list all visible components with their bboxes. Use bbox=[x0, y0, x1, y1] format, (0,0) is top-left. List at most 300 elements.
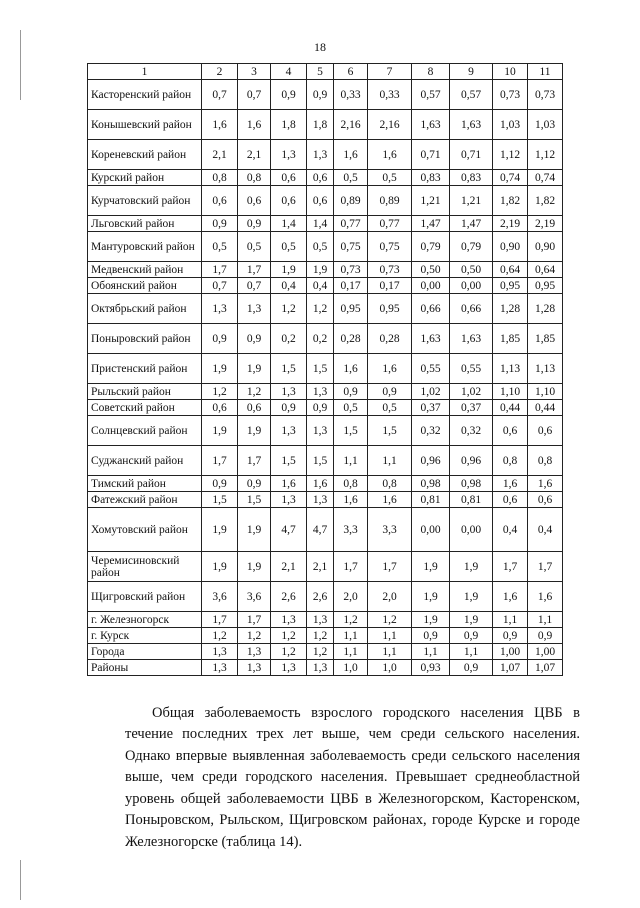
value-cell: 2,0 bbox=[334, 582, 368, 612]
value-cell: 4,7 bbox=[307, 508, 334, 552]
district-name-cell: Мантуровский район bbox=[88, 232, 202, 262]
value-cell: 0,95 bbox=[368, 294, 412, 324]
value-cell: 1,1 bbox=[450, 644, 493, 660]
value-cell: 1,9 bbox=[412, 552, 450, 582]
district-name-cell: Обоянский район bbox=[88, 278, 202, 294]
value-cell: 3,6 bbox=[202, 582, 238, 612]
value-cell: 0,50 bbox=[450, 262, 493, 278]
value-cell: 1,63 bbox=[450, 110, 493, 140]
value-cell: 0,8 bbox=[493, 446, 528, 476]
value-cell: 1,82 bbox=[528, 186, 563, 216]
value-cell: 0,8 bbox=[202, 170, 238, 186]
table-row bbox=[88, 216, 563, 232]
value-cell: 1,63 bbox=[450, 324, 493, 354]
value-cell: 0,73 bbox=[368, 262, 412, 278]
table-row bbox=[88, 232, 563, 262]
value-cell: 1,9 bbox=[202, 416, 238, 446]
value-cell: 1,03 bbox=[528, 110, 563, 140]
value-cell: 0,4 bbox=[493, 508, 528, 552]
value-cell: 1,9 bbox=[238, 552, 271, 582]
value-cell: 0,95 bbox=[334, 294, 368, 324]
value-cell: 0,79 bbox=[412, 232, 450, 262]
value-cell: 0,8 bbox=[528, 446, 563, 476]
value-cell: 0,9 bbox=[202, 476, 238, 492]
value-cell: 1,2 bbox=[202, 384, 238, 400]
value-cell: 0,74 bbox=[528, 170, 563, 186]
value-cell: 1,7 bbox=[528, 552, 563, 582]
district-name-cell: г. Железногорск bbox=[88, 612, 202, 628]
value-cell: 1,3 bbox=[307, 492, 334, 508]
value-cell: 1,0 bbox=[334, 660, 368, 676]
value-cell: 0,77 bbox=[368, 216, 412, 232]
table-row bbox=[88, 492, 563, 508]
value-cell: 1,3 bbox=[238, 644, 271, 660]
value-cell: 0,79 bbox=[450, 232, 493, 262]
value-cell: 0,6 bbox=[493, 416, 528, 446]
district-name-cell: Поныровский район bbox=[88, 324, 202, 354]
summary-paragraph bbox=[125, 703, 580, 854]
value-cell: 1,3 bbox=[271, 384, 307, 400]
value-cell: 1,9 bbox=[412, 612, 450, 628]
value-cell: 1,2 bbox=[271, 628, 307, 644]
value-cell: 1,2 bbox=[368, 612, 412, 628]
value-cell: 2,16 bbox=[334, 110, 368, 140]
value-cell: 0,50 bbox=[412, 262, 450, 278]
value-cell: 2,6 bbox=[271, 582, 307, 612]
value-cell: 1,0 bbox=[368, 660, 412, 676]
value-cell: 1,6 bbox=[238, 110, 271, 140]
value-cell: 1,4 bbox=[307, 216, 334, 232]
table-row bbox=[88, 354, 563, 384]
value-cell: 0,4 bbox=[528, 508, 563, 552]
value-cell: 1,1 bbox=[412, 644, 450, 660]
value-cell: 0,55 bbox=[412, 354, 450, 384]
value-cell: 1,7 bbox=[238, 446, 271, 476]
value-cell: 1,3 bbox=[307, 612, 334, 628]
value-cell: 1,7 bbox=[238, 612, 271, 628]
value-cell: 1,13 bbox=[493, 354, 528, 384]
value-cell: 0,66 bbox=[412, 294, 450, 324]
value-cell: 1,9 bbox=[412, 582, 450, 612]
value-cell: 1,21 bbox=[450, 186, 493, 216]
value-cell: 0,75 bbox=[334, 232, 368, 262]
value-cell: 0,64 bbox=[528, 262, 563, 278]
value-cell: 0,93 bbox=[412, 660, 450, 676]
value-cell: 1,47 bbox=[450, 216, 493, 232]
value-cell: 1,9 bbox=[238, 416, 271, 446]
table-row bbox=[88, 582, 563, 612]
value-cell: 0,9 bbox=[307, 400, 334, 416]
value-cell: 1,8 bbox=[307, 110, 334, 140]
value-cell: 1,00 bbox=[528, 644, 563, 660]
value-cell: 1,07 bbox=[528, 660, 563, 676]
district-name-cell: Черемисиновский район bbox=[88, 552, 202, 582]
value-cell: 0,7 bbox=[202, 278, 238, 294]
value-cell: 0,89 bbox=[368, 186, 412, 216]
district-name-cell: Конышевский район bbox=[88, 110, 202, 140]
value-cell: 0,5 bbox=[307, 232, 334, 262]
district-name-cell: Рыльский район bbox=[88, 384, 202, 400]
district-name-cell: Районы bbox=[88, 660, 202, 676]
value-cell: 2,1 bbox=[307, 552, 334, 582]
district-name-cell: Пристенский район bbox=[88, 354, 202, 384]
value-cell: 0,6 bbox=[528, 492, 563, 508]
value-cell: 0,9 bbox=[271, 80, 307, 110]
value-cell: 1,3 bbox=[202, 294, 238, 324]
value-cell: 0,9 bbox=[334, 384, 368, 400]
value-cell: 0,96 bbox=[450, 446, 493, 476]
value-cell: 0,73 bbox=[493, 80, 528, 110]
value-cell: 0,74 bbox=[493, 170, 528, 186]
value-cell: 1,3 bbox=[271, 140, 307, 170]
value-cell: 0,75 bbox=[368, 232, 412, 262]
district-name-cell: Курчатовский район bbox=[88, 186, 202, 216]
column-header: 10 bbox=[493, 64, 528, 80]
value-cell: 1,6 bbox=[368, 354, 412, 384]
value-cell: 0,98 bbox=[412, 476, 450, 492]
page-number: 18 bbox=[314, 40, 326, 54]
table-row bbox=[88, 170, 563, 186]
value-cell: 1,2 bbox=[238, 384, 271, 400]
value-cell: 1,3 bbox=[238, 294, 271, 324]
value-cell: 1,5 bbox=[334, 416, 368, 446]
district-name-cell: Кореневский район bbox=[88, 140, 202, 170]
value-cell: 1,8 bbox=[271, 110, 307, 140]
value-cell: 1,7 bbox=[202, 612, 238, 628]
value-cell: 0,81 bbox=[412, 492, 450, 508]
value-cell: 0,5 bbox=[271, 232, 307, 262]
table-row bbox=[88, 294, 563, 324]
value-cell: 1,85 bbox=[493, 324, 528, 354]
value-cell: 1,2 bbox=[307, 628, 334, 644]
table-row bbox=[88, 552, 563, 582]
table-row bbox=[88, 476, 563, 492]
value-cell: 0,32 bbox=[450, 416, 493, 446]
value-cell: 0,6 bbox=[202, 186, 238, 216]
value-cell: 1,5 bbox=[368, 416, 412, 446]
value-cell: 1,6 bbox=[528, 476, 563, 492]
value-cell: 1,7 bbox=[202, 446, 238, 476]
value-cell: 0,32 bbox=[412, 416, 450, 446]
value-cell: 0,89 bbox=[334, 186, 368, 216]
value-cell: 1,9 bbox=[202, 552, 238, 582]
district-name-cell: Суджанский район bbox=[88, 446, 202, 476]
value-cell: 0,96 bbox=[412, 446, 450, 476]
value-cell: 1,02 bbox=[412, 384, 450, 400]
value-cell: 1,13 bbox=[528, 354, 563, 384]
value-cell: 1,6 bbox=[334, 140, 368, 170]
value-cell: 0,83 bbox=[450, 170, 493, 186]
value-cell: 1,02 bbox=[450, 384, 493, 400]
district-name-cell: Хомутовский район bbox=[88, 508, 202, 552]
value-cell: 1,1 bbox=[368, 644, 412, 660]
value-cell: 0,6 bbox=[238, 400, 271, 416]
table-row bbox=[88, 80, 563, 110]
value-cell: 0,90 bbox=[528, 232, 563, 262]
table-row bbox=[88, 508, 563, 552]
value-cell: 1,3 bbox=[271, 660, 307, 676]
value-cell: 1,07 bbox=[493, 660, 528, 676]
value-cell: 1,9 bbox=[238, 508, 271, 552]
district-name-cell: Фатежский район bbox=[88, 492, 202, 508]
value-cell: 1,47 bbox=[412, 216, 450, 232]
value-cell: 2,19 bbox=[493, 216, 528, 232]
table-row bbox=[88, 110, 563, 140]
value-cell: 1,9 bbox=[202, 354, 238, 384]
value-cell: 1,6 bbox=[493, 582, 528, 612]
value-cell: 0,9 bbox=[307, 80, 334, 110]
value-cell: 1,2 bbox=[334, 612, 368, 628]
value-cell: 1,3 bbox=[202, 644, 238, 660]
value-cell: 1,12 bbox=[493, 140, 528, 170]
value-cell: 0,6 bbox=[493, 492, 528, 508]
scan-edge-mark bbox=[20, 30, 21, 100]
scan-edge-mark bbox=[20, 860, 21, 900]
value-cell: 0,9 bbox=[202, 216, 238, 232]
value-cell: 1,9 bbox=[202, 508, 238, 552]
value-cell: 0,6 bbox=[238, 186, 271, 216]
value-cell: 0,44 bbox=[528, 400, 563, 416]
value-cell: 0,7 bbox=[238, 80, 271, 110]
value-cell: 0,33 bbox=[368, 80, 412, 110]
value-cell: 0,66 bbox=[450, 294, 493, 324]
value-cell: 1,9 bbox=[307, 262, 334, 278]
value-cell: 0,81 bbox=[450, 492, 493, 508]
value-cell: 0,37 bbox=[450, 400, 493, 416]
value-cell: 1,4 bbox=[271, 216, 307, 232]
district-name-cell: г. Курск bbox=[88, 628, 202, 644]
value-cell: 0,8 bbox=[368, 476, 412, 492]
table-row bbox=[88, 278, 563, 294]
value-cell: 1,5 bbox=[271, 354, 307, 384]
value-cell: 2,0 bbox=[368, 582, 412, 612]
value-cell: 1,9 bbox=[450, 552, 493, 582]
value-cell: 0,9 bbox=[238, 324, 271, 354]
value-cell: 1,9 bbox=[271, 262, 307, 278]
district-name-cell: Касторенский район bbox=[88, 80, 202, 110]
value-cell: 1,2 bbox=[307, 294, 334, 324]
value-cell: 0,5 bbox=[334, 170, 368, 186]
column-header: 9 bbox=[450, 64, 493, 80]
value-cell: 1,7 bbox=[202, 262, 238, 278]
value-cell: 1,5 bbox=[202, 492, 238, 508]
value-cell: 1,2 bbox=[271, 644, 307, 660]
value-cell: 0,2 bbox=[307, 324, 334, 354]
value-cell: 0,6 bbox=[528, 416, 563, 446]
value-cell: 1,3 bbox=[202, 660, 238, 676]
incidence-table bbox=[87, 63, 563, 676]
value-cell: 1,1 bbox=[334, 628, 368, 644]
value-cell: 1,28 bbox=[493, 294, 528, 324]
value-cell: 1,12 bbox=[528, 140, 563, 170]
value-cell: 1,6 bbox=[368, 140, 412, 170]
value-cell: 3,6 bbox=[238, 582, 271, 612]
value-cell: 1,5 bbox=[271, 446, 307, 476]
table-row bbox=[88, 262, 563, 278]
value-cell: 0,98 bbox=[450, 476, 493, 492]
table-row bbox=[88, 324, 563, 354]
value-cell: 0,5 bbox=[238, 232, 271, 262]
value-cell: 0,6 bbox=[307, 186, 334, 216]
value-cell: 0,8 bbox=[334, 476, 368, 492]
table-row bbox=[88, 612, 563, 628]
value-cell: 0,57 bbox=[412, 80, 450, 110]
value-cell: 1,6 bbox=[271, 476, 307, 492]
value-cell: 1,3 bbox=[271, 492, 307, 508]
value-cell: 1,5 bbox=[307, 354, 334, 384]
value-cell: 0,77 bbox=[334, 216, 368, 232]
value-cell: 1,9 bbox=[450, 612, 493, 628]
value-cell: 0,28 bbox=[334, 324, 368, 354]
value-cell: 1,6 bbox=[493, 476, 528, 492]
value-cell: 2,1 bbox=[238, 140, 271, 170]
value-cell: 0,9 bbox=[238, 476, 271, 492]
value-cell: 0,83 bbox=[412, 170, 450, 186]
district-name-cell: Солнцевский район bbox=[88, 416, 202, 446]
value-cell: 3,3 bbox=[334, 508, 368, 552]
table-header-row bbox=[88, 64, 563, 80]
value-cell: 0,5 bbox=[368, 400, 412, 416]
value-cell: 1,9 bbox=[450, 582, 493, 612]
value-cell: 1,9 bbox=[238, 354, 271, 384]
value-cell: 0,95 bbox=[528, 278, 563, 294]
value-cell: 0,8 bbox=[238, 170, 271, 186]
value-cell: 2,16 bbox=[368, 110, 412, 140]
value-cell: 1,1 bbox=[368, 628, 412, 644]
value-cell: 3,3 bbox=[368, 508, 412, 552]
value-cell: 1,7 bbox=[493, 552, 528, 582]
value-cell: 1,85 bbox=[528, 324, 563, 354]
value-cell: 0,28 bbox=[368, 324, 412, 354]
table-row bbox=[88, 186, 563, 216]
value-cell: 0,9 bbox=[271, 400, 307, 416]
value-cell: 1,5 bbox=[238, 492, 271, 508]
value-cell: 0,7 bbox=[202, 80, 238, 110]
table-row bbox=[88, 628, 563, 644]
value-cell: 1,21 bbox=[412, 186, 450, 216]
column-header: 2 bbox=[202, 64, 238, 80]
value-cell: 0,9 bbox=[412, 628, 450, 644]
value-cell: 0,00 bbox=[412, 508, 450, 552]
value-cell: 1,00 bbox=[493, 644, 528, 660]
value-cell: 0,95 bbox=[493, 278, 528, 294]
district-name-cell: Города bbox=[88, 644, 202, 660]
value-cell: 0,73 bbox=[334, 262, 368, 278]
district-name-cell: Советский район bbox=[88, 400, 202, 416]
value-cell: 1,28 bbox=[528, 294, 563, 324]
value-cell: 0,9 bbox=[238, 216, 271, 232]
value-cell: 0,33 bbox=[334, 80, 368, 110]
value-cell: 2,19 bbox=[528, 216, 563, 232]
value-cell: 1,63 bbox=[412, 110, 450, 140]
value-cell: 0,4 bbox=[271, 278, 307, 294]
district-name-cell: Курский район bbox=[88, 170, 202, 186]
column-header: 5 bbox=[307, 64, 334, 80]
value-cell: 4,7 bbox=[271, 508, 307, 552]
value-cell: 2,1 bbox=[271, 552, 307, 582]
district-name-cell: Медвенский район bbox=[88, 262, 202, 278]
value-cell: 1,7 bbox=[334, 552, 368, 582]
value-cell: 1,10 bbox=[493, 384, 528, 400]
value-cell: 0,37 bbox=[412, 400, 450, 416]
value-cell: 0,57 bbox=[450, 80, 493, 110]
value-cell: 1,6 bbox=[528, 582, 563, 612]
value-cell: 0,4 bbox=[307, 278, 334, 294]
value-cell: 2,1 bbox=[202, 140, 238, 170]
value-cell: 0,71 bbox=[412, 140, 450, 170]
column-header: 8 bbox=[412, 64, 450, 80]
table-row bbox=[88, 384, 563, 400]
column-header: 7 bbox=[368, 64, 412, 80]
district-name-cell: Октябрьский район bbox=[88, 294, 202, 324]
value-cell: 0,6 bbox=[271, 186, 307, 216]
value-cell: 1,6 bbox=[307, 476, 334, 492]
value-cell: 1,7 bbox=[238, 262, 271, 278]
value-cell: 1,2 bbox=[271, 294, 307, 324]
column-header: 11 bbox=[528, 64, 563, 80]
value-cell: 1,6 bbox=[334, 354, 368, 384]
district-name-cell: Щигровский район bbox=[88, 582, 202, 612]
value-cell: 0,00 bbox=[412, 278, 450, 294]
table-row bbox=[88, 446, 563, 476]
value-cell: 1,1 bbox=[528, 612, 563, 628]
table-row bbox=[88, 140, 563, 170]
column-header: 4 bbox=[271, 64, 307, 80]
value-cell: 1,03 bbox=[493, 110, 528, 140]
value-cell: 0,73 bbox=[528, 80, 563, 110]
value-cell: 1,2 bbox=[238, 628, 271, 644]
value-cell: 0,6 bbox=[271, 170, 307, 186]
value-cell: 1,3 bbox=[307, 140, 334, 170]
table-row bbox=[88, 644, 563, 660]
value-cell: 1,5 bbox=[307, 446, 334, 476]
value-cell: 1,1 bbox=[493, 612, 528, 628]
value-cell: 0,9 bbox=[202, 324, 238, 354]
table-row bbox=[88, 660, 563, 676]
value-cell: 1,1 bbox=[334, 644, 368, 660]
value-cell: 1,3 bbox=[307, 384, 334, 400]
column-header: 3 bbox=[238, 64, 271, 80]
value-cell: 0,17 bbox=[368, 278, 412, 294]
value-cell: 0,9 bbox=[528, 628, 563, 644]
column-header: 1 bbox=[88, 64, 202, 80]
value-cell: 0,64 bbox=[493, 262, 528, 278]
value-cell: 1,6 bbox=[202, 110, 238, 140]
value-cell: 0,5 bbox=[202, 232, 238, 262]
value-cell: 0,71 bbox=[450, 140, 493, 170]
value-cell: 0,7 bbox=[238, 278, 271, 294]
value-cell: 1,6 bbox=[368, 492, 412, 508]
value-cell: 1,2 bbox=[307, 644, 334, 660]
value-cell: 1,7 bbox=[368, 552, 412, 582]
value-cell: 0,5 bbox=[334, 400, 368, 416]
value-cell: 0,17 bbox=[334, 278, 368, 294]
value-cell: 1,10 bbox=[528, 384, 563, 400]
table-row bbox=[88, 400, 563, 416]
value-cell: 0,9 bbox=[450, 628, 493, 644]
value-cell: 0,9 bbox=[493, 628, 528, 644]
value-cell: 0,44 bbox=[493, 400, 528, 416]
district-name-cell: Тимский район bbox=[88, 476, 202, 492]
district-name-cell: Льговский район bbox=[88, 216, 202, 232]
value-cell: 0,6 bbox=[202, 400, 238, 416]
value-cell: 1,1 bbox=[334, 446, 368, 476]
value-cell: 1,2 bbox=[202, 628, 238, 644]
value-cell: 0,2 bbox=[271, 324, 307, 354]
value-cell: 1,3 bbox=[238, 660, 271, 676]
value-cell: 1,1 bbox=[368, 446, 412, 476]
value-cell: 1,6 bbox=[334, 492, 368, 508]
